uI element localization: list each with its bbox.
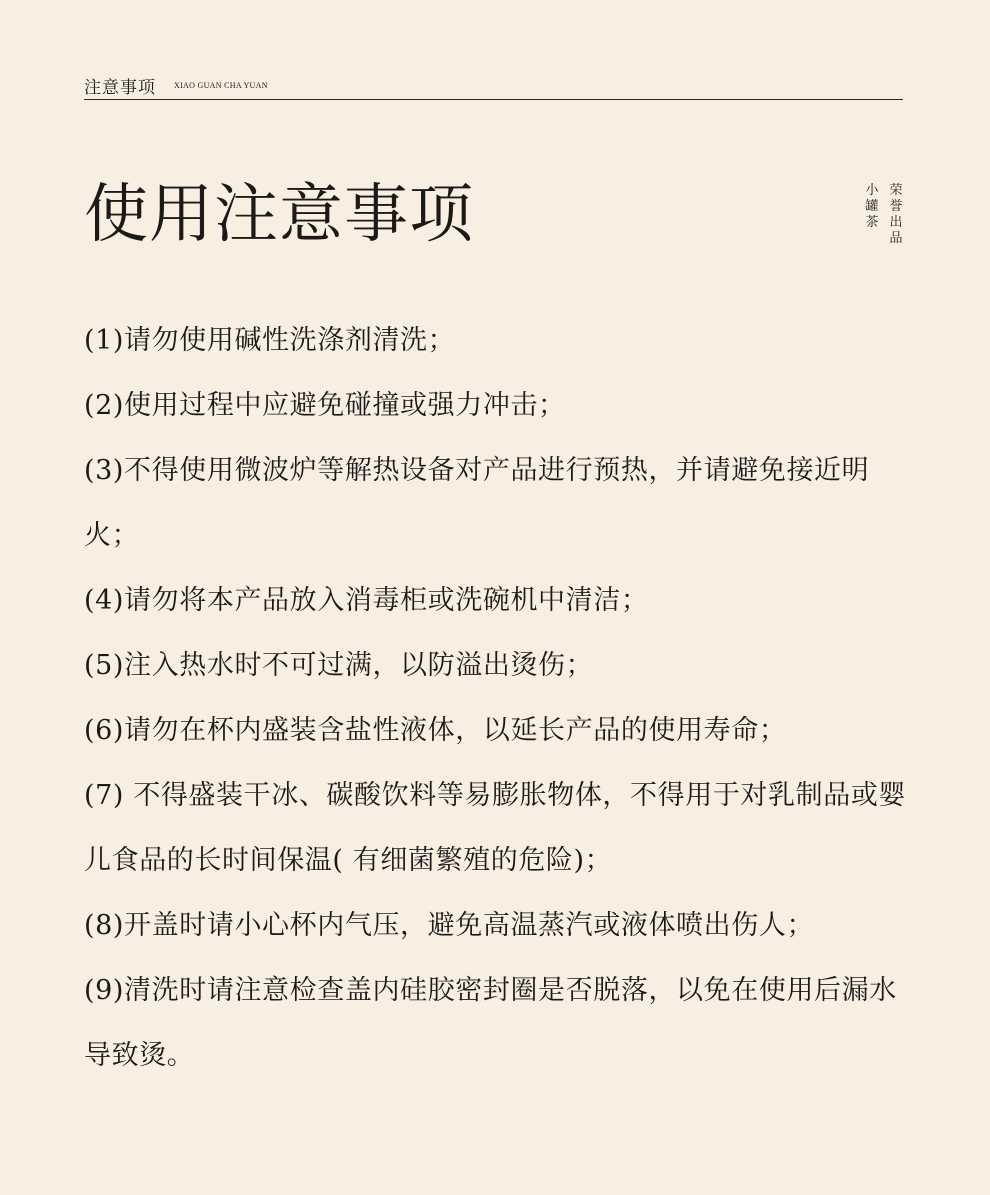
brand-seal (862, 183, 906, 253)
note-item: (2)使用过程中应避免碰撞或强力冲击； (84, 390, 566, 421)
seal-brand: 小罐茶 (865, 183, 879, 230)
note-item: (5)注入热水时不可过满，以防溢出烫伤； (84, 650, 594, 681)
seal-tagline: 荣誉出品 (889, 183, 903, 246)
note-item: (9)清洗时请注意检查盖内硅胶密封圈是否脱落，以免在使用后漏水导致烫。 (84, 975, 897, 1071)
note-item: (4)请勿将本产品放入消毒柜或洗碗机中清洁； (84, 585, 649, 616)
note-item: (7) 不得盛装干冰、碳酸饮料等易膨胀物体，不得用于对乳制品或婴儿食品的长时间保温( 有细菌繁殖的危险)； (84, 780, 907, 876)
section-header (84, 78, 903, 100)
brand-pinyin: XIAO GUAN CHA YUAN (174, 81, 268, 90)
note-item: (8)开盖时请小心杯内气压，避免高温蒸汽或液体喷出伤人； (84, 910, 815, 941)
section-label: 注意事项 (84, 78, 156, 98)
note-item: (1)请勿使用碱性洗涤剂清洗； (84, 325, 456, 356)
notes-list (84, 308, 908, 1088)
note-item: (3)不得使用微波炉等解热设备对产品进行预热，并请避免接近明火； (84, 455, 870, 551)
page-title: 使用注意事项 (84, 178, 474, 252)
note-item: (6)请勿在杯内盛装含盐性液体，以延长产品的使用寿命； (84, 715, 787, 746)
